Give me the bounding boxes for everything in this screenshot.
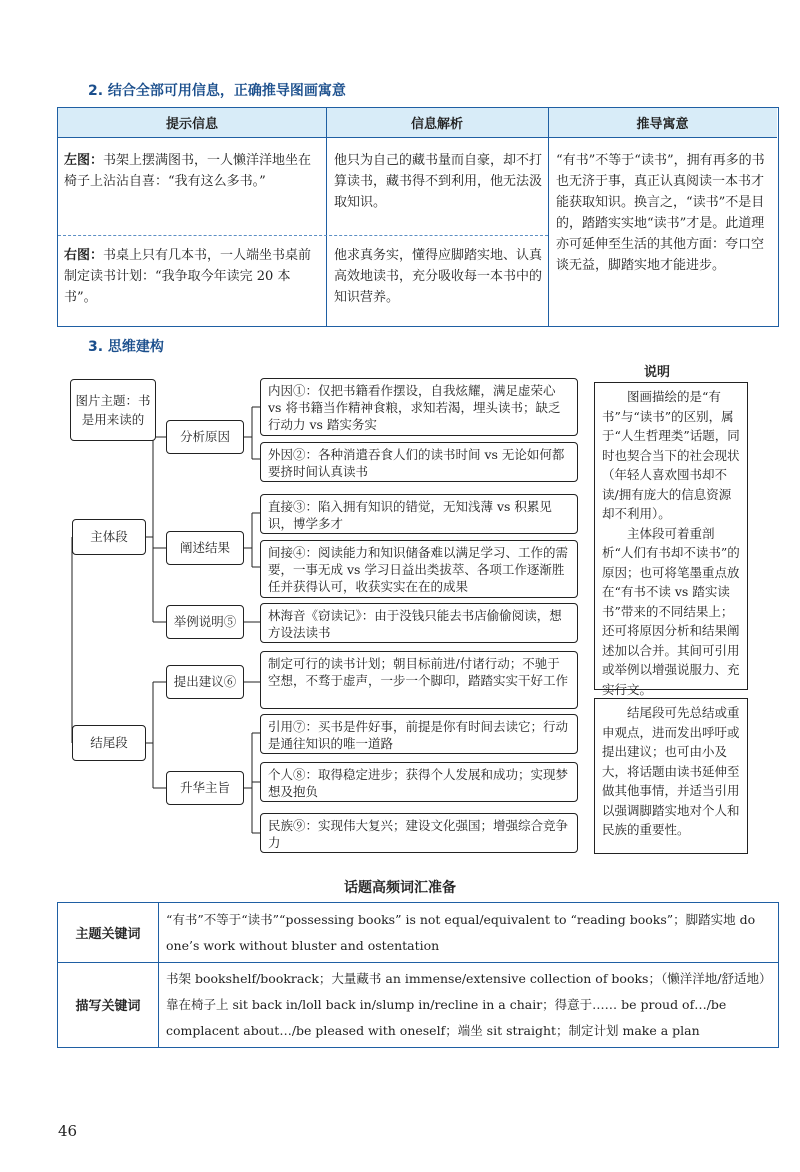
branch-analyze: 分析原因 [166,420,244,454]
leaf-nation: 民族⑨：实现伟大复兴；建设文化强国；增强综合竞争力 [260,813,578,853]
leaf-indirect-result: 间接④：阅读能力和知识储备难以满足学习、工作的需要，一事无成 vs 学习日益出类拔萃、各项工作逐渐胜任并获得认可，收获实实在在的成果 [260,540,578,598]
note-main-body: 主体段可着重剖析“人们有书却不读书”的原因；也可将笔墨重点放在“有书不读 vs 踏实读书”带来的不同结果上；还可将原因分析和结果阐述加以合并。其间可引用或举例以增强说服力、充实行文。 [602,525,740,697]
note-ending: 结尾段可先总结或重申观点，进而发出呼吁或提出建议；也可由小及大，将话题由读书延伸至做其他事情，并适当引用以强调脚踏实地对个人和民族的重要性。 [594,698,748,854]
ending-node: 结尾段 [72,725,146,761]
topic-box: 图片主题：书是用来读的 [70,379,156,441]
moral-text: “有书”不等于“读书”，拥有再多的书也无济于事，真正认真阅读一本书才能获取知识。换言之，“读书”不是目的，踏踏实实地“读书”才是。此道理亦可延伸至生活的其他方面：夸口空谈无益，脚踏实地才能进步。 [556,153,765,273]
branch-example: 举例说明⑤ [166,605,244,639]
leaf-suggestion: 制定可行的读书计划；朝目标前进/付诸行动；不驰于空想，不骛于虚声，一步一个脚印，踏踏实实干好工作 [260,651,578,709]
left-analysis: 他只为自己的藏书量而自豪，却不打算读书，藏书得不到利用，他无法汲取知识。 [334,153,543,210]
left-picture-text: 书架上摆满图书，一人懒洋洋地坐在椅子上沾沾自喜：“我有这么多书。” [64,153,312,189]
main-body-node: 主体段 [72,519,146,555]
right-picture-label: 右图： [64,248,104,263]
row-divider [58,962,778,963]
header-hint: 提示信息 [58,108,326,138]
leaf-example: 林海音《窃读记》：由于没钱只能去书店偷偷阅读，想方设法读书 [260,603,578,643]
header-analysis: 信息解析 [326,108,548,138]
vocab-title: 话题高频词汇准备 [344,880,456,896]
page-number: 46 [58,1122,78,1140]
note-intro: 图画描绘的是“有书”与“读书”的区别，属于“人生哲理类”话题，同时也契合当下的社会现状（年轻人喜欢囤书却不读/拥有庞大的信息资源却不利用）。 [602,389,740,521]
right-analysis: 他求真务实，懂得应脚踏实地、认真高效地读书，充分吸收每一本书中的知识营养。 [334,248,543,305]
theme-keywords-label: 主题关键词 [75,927,141,942]
divider [158,903,159,1047]
branch-describe: 阐述结果 [166,531,244,565]
branch-suggest: 提出建议⑥ [166,665,244,699]
left-picture-label: 左图： [64,153,104,168]
notes-title: 说明 [644,365,671,380]
vocab-table [57,902,779,1048]
leaf-internal-cause: 内因①：仅把书籍看作摆设，自我炫耀，满足虚荣心 vs 将书籍当作精神食粮，求知若渴，埋头读书；缺乏行动力 vs 踏实务实 [260,378,578,436]
description-keywords-label: 描写关键词 [75,999,141,1014]
description-keywords: 书架 bookshelf/bookrack；大量藏书 an immense/extensive collection of books；（懒洋洋地/舒适地）靠在椅子上 sit back in/loll back in/slump in/recline in a chair；得意于…… be proud of…/be complacent about…/be pleased with oneself；端坐 sit straight；制定计划 make a plan [166,971,766,1038]
section3-heading: 3. 思维建构 [88,339,164,355]
header-moral: 推导寓意 [548,108,777,138]
leaf-external-cause: 外因②：各种消遣吞食人们的读书时间 vs 无论如何都要挤时间认真读书 [260,442,578,482]
leaf-direct-result: 直接③：陷入拥有知识的错觉，无知浅薄 vs 积累见识，博学多才 [260,494,578,534]
branch-sublimate: 升华主旨 [166,771,244,805]
section2-heading: 2. 结合全部可用信息，正确推导图画寓意 [88,83,346,99]
right-picture-text: 书桌上只有几本书，一人端坐书桌前制定读书计划：“我争取今年读完 20 本书”。 [64,248,312,305]
explanation-box [594,382,748,697]
leaf-quote: 引用⑦：买书是件好事，前提是你有时间去读它；行动是通往知识的唯一道路 [260,714,578,754]
theme-keywords: “有书”不等于“读书”“possessing books” is not equal/equivalent to “reading books”；脚踏实地 do one’s work without bluster and ostentation [166,912,756,953]
leaf-personal: 个人⑧：取得稳定进步；获得个人发展和成功；实现梦想及抱负 [260,762,578,802]
